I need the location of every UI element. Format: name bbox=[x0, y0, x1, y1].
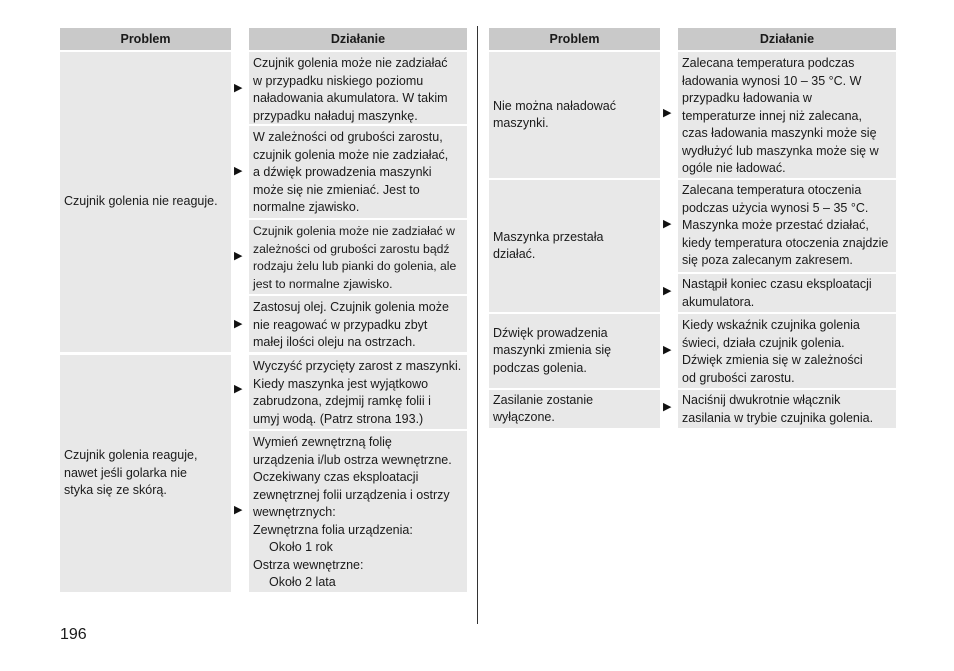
problem-cell bbox=[60, 355, 231, 592]
action-cell bbox=[249, 355, 467, 429]
right-header-problem: Problem bbox=[489, 28, 660, 50]
action-text: Czujnik golenia może nie zadziałać w zależności od grubości zarostu bądź rodzaju żelu lub pianki do golenia, ale jest to normalne zjawisko. bbox=[253, 224, 457, 291]
right-header-action: Działanie bbox=[678, 28, 896, 50]
action-text: Zalecana temperatura otoczenia podczas użycia wynosi 5 – 35 °C. Maszynka może przestać działać, kiedy temperatura otoczenia znajdzie się poza zalecanym zakresem. bbox=[682, 183, 889, 267]
action-cell bbox=[249, 126, 467, 218]
arrow-right-icon: ▶ bbox=[234, 82, 243, 94]
action-cell bbox=[249, 52, 467, 124]
problem-text: Zasilanie zostanie wyłączone. bbox=[493, 392, 594, 424]
action-cell bbox=[249, 220, 467, 294]
action-cell bbox=[678, 52, 896, 178]
arrow-right-icon: ▶ bbox=[663, 344, 672, 356]
problem-cell bbox=[489, 314, 660, 388]
arrow-right-icon: ▶ bbox=[663, 285, 672, 297]
arrow-right-icon: ▶ bbox=[234, 250, 243, 262]
arrow-right-icon: ▶ bbox=[234, 504, 243, 516]
action-text: Około 2 lata bbox=[269, 575, 336, 589]
arrow-right-icon: ▶ bbox=[663, 107, 672, 119]
problem-cell bbox=[489, 390, 660, 428]
action-cell bbox=[678, 180, 896, 272]
action-text: Naciśnij dwukrotnie włącznik zasilania w trybie czujnika golenia. bbox=[682, 393, 874, 425]
action-cell bbox=[678, 390, 896, 428]
action-cell bbox=[678, 314, 896, 388]
arrow-right-icon: ▶ bbox=[234, 318, 243, 330]
left-header-problem: Problem bbox=[60, 28, 231, 50]
arrow-right-icon: ▶ bbox=[234, 165, 243, 177]
action-text: Wymień zewnętrzną folię urządzenia i/lub ostrza wewnętrzne. Oczekiwany czas eksploatacji zewnętrznej folii urządzenia i ostrzy wewnętrznych: Zewnętrzna folia urządzenia: bbox=[253, 435, 452, 537]
action-text: Kiedy wskaźnik czujnika golenia świeci, działa czujnik golenia. Dźwięk zmienia się w zależności od grubości zarostu. bbox=[682, 318, 863, 385]
arrow-right-icon: ▶ bbox=[234, 383, 243, 395]
problem-cell bbox=[489, 180, 660, 312]
problem-text: Maszynka przestała działać. bbox=[493, 229, 604, 261]
action-text: Czujnik golenia może nie zadziałać w przypadku niskiego poziomu naładowania akumulatora. W takim przypadku naładuj maszynkę. bbox=[253, 56, 448, 123]
problem-cell bbox=[60, 52, 231, 352]
problem-text: Czujnik golenia nie reaguje. bbox=[64, 194, 218, 209]
left-header-action: Działanie bbox=[249, 28, 467, 50]
problem-text: Czujnik golenia reaguje, nawet jeśli golarka nie styka się ze skórą. bbox=[64, 448, 198, 498]
action-text: Około 1 rok bbox=[269, 540, 333, 554]
action-text: Wyczyść przycięty zarost z maszynki. Kiedy maszynka jest wyjątkowo zabrudzona, zdejmij ramkę folii i umyj wodą. (Patrz strona 193.) bbox=[253, 359, 462, 426]
action-cell bbox=[249, 431, 467, 592]
action-text: Nastąpił koniec czasu eksploatacji akumulatora. bbox=[682, 277, 872, 309]
action-text: Zalecana temperatura podczas ładowania wynosi 10 – 35 °C. W przypadku ładowania w temperaturze innej niż zalecana, czas ładowania maszynki może się wydłużyć lub maszynka może się w ogóle nie ładować. bbox=[682, 56, 879, 175]
action-cell bbox=[678, 274, 896, 312]
problem-text: Nie można naładować maszynki. bbox=[493, 98, 616, 130]
problem-text: Dźwięk prowadzenia maszynki zmienia się podczas golenia. bbox=[493, 325, 612, 375]
action-cell bbox=[249, 296, 467, 352]
arrow-right-icon: ▶ bbox=[663, 218, 672, 230]
column-divider bbox=[477, 26, 478, 624]
action-text: W zależności od grubości zarostu, czujnik golenia może nie zadziałać, a dźwięk prowadzenia maszynki może się nie zmieniać. Jest to normalne zjawisko. bbox=[253, 130, 449, 214]
action-text: Zastosuj olej. Czujnik golenia może nie reagować w przypadku zbyt małej ilości oleju na ostrzach. bbox=[253, 300, 449, 349]
page-number: 196 bbox=[60, 626, 87, 643]
arrow-right-icon: ▶ bbox=[663, 401, 672, 413]
problem-cell bbox=[489, 52, 660, 178]
action-text: Ostrza wewnętrzne: bbox=[253, 557, 364, 572]
